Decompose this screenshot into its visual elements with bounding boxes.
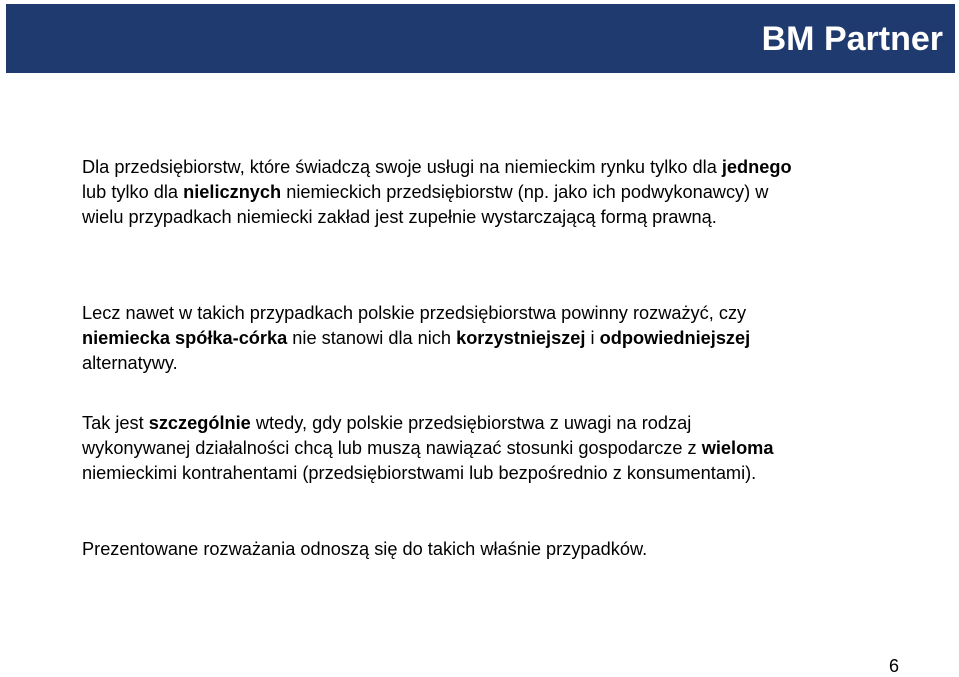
bold-text-run: korzystniejszej: [456, 328, 586, 348]
text-line: [82, 461, 773, 486]
header-bar: [6, 4, 955, 73]
bold-text-run: wieloma: [701, 438, 774, 458]
bold-text-run: szczególnie: [148, 413, 251, 433]
bold-text-run: odpowiedniejszej: [599, 328, 751, 348]
text-run: niemieckich przedsiębiorstw (np. jako ich podwykonawcy) w: [281, 182, 769, 202]
text-run: niemieckimi kontrahentami (przedsiębiorstwami lub bezpośrednio z konsumentami).: [82, 463, 757, 483]
bold-text-run: nielicznych: [183, 182, 282, 202]
text-line: [82, 180, 792, 205]
text-run: Prezentowane rozważania odnoszą się do takich właśnie przypadków.: [82, 539, 648, 559]
page-number: 6: [888, 656, 899, 676]
text-run: Tak jest: [82, 413, 149, 433]
bold-text-run: niemiecka spółka-córka: [82, 328, 288, 348]
text-line: [82, 351, 750, 376]
paragraph-intro: [82, 155, 792, 230]
text-line: [82, 436, 773, 461]
text-run: Lecz nawet w takich przypadkach polskie przedsiębiorstwa powinny rozważyć, czy: [82, 303, 747, 323]
text-line: [82, 155, 792, 180]
paragraph-conclusion: [82, 537, 647, 562]
text-run: wykonywanej działalności chcą lub muszą nawiązać stosunki gospodarcze z: [82, 438, 702, 458]
text-run: i: [585, 328, 600, 348]
paragraph-alternative: [82, 301, 750, 376]
text-line: [82, 301, 750, 326]
text-run: alternatywy.: [82, 353, 178, 373]
text-run: lub tylko dla: [82, 182, 184, 202]
text-run: wielu przypadkach niemiecki zakład jest zupełnie wystarczającą formą prawną.: [82, 207, 717, 227]
text-line: [82, 537, 647, 562]
text-line: [82, 326, 750, 351]
paragraph-especially: [82, 411, 773, 486]
text-run: wtedy, gdy polskie przedsiębiorstwa z uwagi na rodzaj: [250, 413, 692, 433]
brand-title: BM Partner: [761, 20, 943, 58]
text-line: [82, 205, 792, 230]
text-line: [82, 411, 773, 436]
bold-text-run: jednego: [721, 157, 792, 177]
text-run: nie stanowi dla nich: [287, 328, 457, 348]
text-run: Dla przedsiębiorstw, które świadczą swoje usługi na niemieckim rynku tylko dla: [82, 157, 722, 177]
